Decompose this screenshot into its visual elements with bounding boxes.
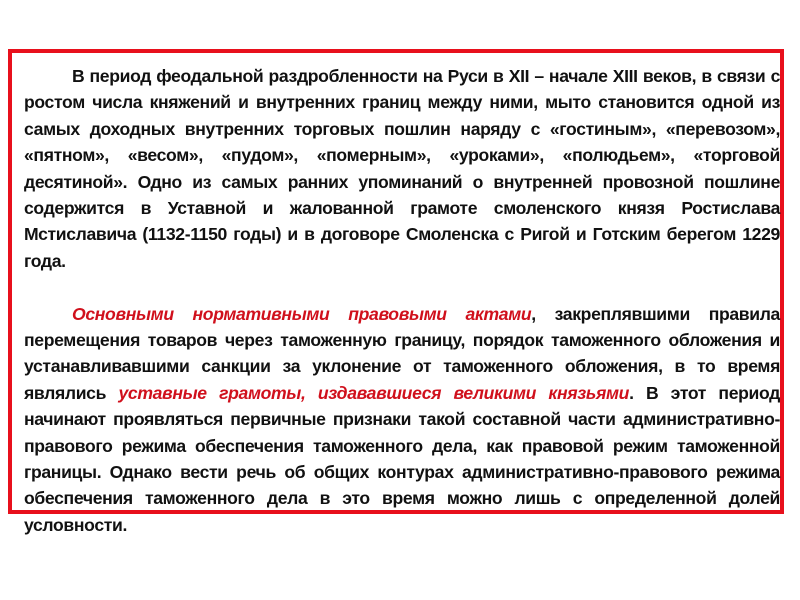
- paragraph-spacer: [24, 274, 780, 300]
- paragraph-2-text-part-1: , закреплявшими правила перемещения товаров через таможенную границу, порядок таможенного обложения и устанавливавшими санкции за уклонение от таможенного обложения, в то время являлись: [24, 303, 780, 403]
- document-text: [24, 63, 780, 538]
- paragraph-2-text-part-2: . В этот период начинают проявляться первичные признаки такой составной части административно-правового режима обеспечения таможенного дела, как правовой режим таможенной границы. Однако вести речь об общих контурах административно-правового режима обеспечения таможенного дела в это время можно лишь с определенной долей условности.: [24, 382, 780, 535]
- paragraph-1: [24, 63, 780, 274]
- red-bordered-frame: [8, 49, 784, 535]
- paragraph-2: [24, 301, 780, 539]
- highlight-normative-acts: Основными нормативными правовыми актами: [72, 303, 532, 324]
- highlight-charters: уставные грамоты, издававшиеся великими князьями: [118, 382, 630, 403]
- paragraph-1-text: В период феодальной раздробленности на Руси в XII – начале XIII веков, в связи с ростом числа княжений и внутренних границ между ними, мыто становится одной из самых доходных внутренних торговых пошлин наряду с «гостиным», «перевозом», «пятном», «весом», «пудом», «померным», «уроками», «полюдьем», «торговой десятиной». Одно из самых ранних упоминаний о внутренней провозной пошлине содержится в Уставной и жалованной грамоте смоленского князя Ростислава Мстиславича (1132-1150 годы) и в договоре Смоленска с Ригой и Готским берегом 1229 года.: [24, 66, 780, 271]
